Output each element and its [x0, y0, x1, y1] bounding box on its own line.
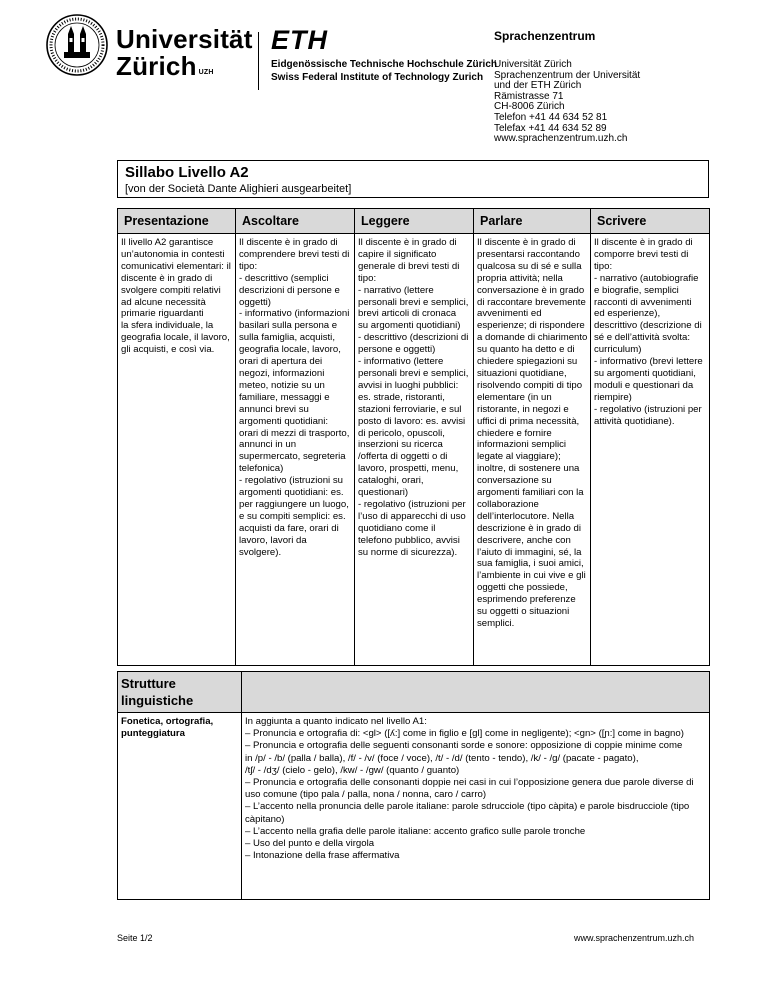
cell-line: a domande di chiarimento: [477, 332, 588, 344]
cell-line: su quanto ha detto e di: [477, 344, 575, 356]
structure-table: [117, 671, 710, 900]
cell-line: lavoro, prospetti, menu,: [358, 463, 459, 475]
cell-line: argomenti familiari con la: [477, 487, 584, 499]
structure-body-row: [118, 713, 710, 900]
cell-line: stazioni ferroviarie, e sul: [358, 403, 462, 415]
cell-presentazione: [118, 234, 236, 666]
cell-line: - informativo (brevi lettere: [594, 356, 703, 368]
cell-ascoltare: [236, 234, 355, 666]
address-block: [494, 60, 640, 145]
footer-url: www.sprachenzentrum.uzh.ch: [574, 933, 695, 943]
cell-line: ed esperienze),: [594, 308, 661, 320]
fonetica-line: – Pronuncia e ortografia delle consonanti doppie nei casi in cui l’opposizione genera due parole diverse di: [245, 777, 694, 789]
cell-line: informazioni semplici: [477, 439, 567, 451]
cell-line: - descrittivo (descrizioni di: [358, 332, 469, 344]
cell-line: un’autonomia in contesti: [121, 248, 225, 260]
cell-leggere: [355, 234, 474, 666]
cell-line: chiedere spiegazioni su: [477, 356, 578, 368]
cell-line: tipo:: [594, 260, 613, 272]
cell-line: inoltre, di sostenere una: [477, 463, 580, 475]
cell-line: cataloghi, orari,: [358, 475, 424, 487]
eth-subtitle-de: Eidgenössische Technische Hochschule Zürich: [271, 59, 497, 70]
cell-line: acquisti da fare, orari di: [239, 522, 339, 534]
fonetica-content: [242, 713, 710, 900]
cell-line: - informativo (informazioni: [239, 308, 350, 320]
cell-line: argomenti quotidiani:: [239, 415, 329, 427]
uzh-seal-icon: [46, 14, 108, 76]
fonetica-line: in /p/ - /b/ (palla / balla), /f/ - /v/ (foce / voce), /t/ - /d/ (tento - tendo), /k/ - /g/ (pacate - pagato),: [245, 752, 639, 764]
skills-table: [117, 208, 710, 666]
cell-line: generale di brevi testi di: [358, 260, 460, 272]
cell-line: comunicativi elementari: il: [121, 260, 231, 272]
cell-line: svolgere).: [239, 546, 282, 558]
fonetica-line: uso comune (tipo pala / palla, nona / nonna, caro / carro): [245, 789, 487, 801]
cell-line: descrizione è in grado di: [477, 522, 581, 534]
cell-line: di pericolo, opuscoli,: [358, 427, 445, 439]
cell-line: conversazione è in grado: [477, 284, 585, 296]
cell-line: orari di mezzi di trasporto,: [239, 427, 350, 439]
cell-line: dell’interlocutore. Nella: [477, 510, 575, 522]
cell-line: - informativo (lettere: [358, 356, 444, 368]
cell-line: curriculum): [594, 344, 642, 356]
fonetica-line: càpitano): [245, 813, 285, 825]
cell-line: chiedere e fornire: [477, 427, 552, 439]
address-line: Sprachenzentrum der Universität: [494, 69, 641, 81]
cell-line: orari di apertura dei: [239, 356, 323, 368]
cell-line: Il discente è in grado di: [239, 237, 338, 248]
cell-line: gli acquisti, e così via.: [121, 344, 215, 356]
fonetica-line: – Pronuncia e ortografia di: <gl> ([ʎ:] come in figlio e [gl] come in negligente); <gn> ([ɲ:] come in bagno): [245, 728, 684, 740]
skills-header-row: [118, 209, 710, 234]
cell-line: familiare, messaggi e: [239, 391, 330, 403]
cell-line: personali brevi e semplici,: [358, 296, 469, 308]
cell-line: brevi articoli di cronaca: [358, 308, 457, 320]
cell-line: basilari sulla persona e: [239, 320, 338, 332]
eth-subtitle: [271, 58, 497, 84]
cell-line: per raggiungere un luogo,: [239, 498, 349, 510]
page-number: Seite 1/2: [117, 933, 153, 943]
cell-line: descrittivo (descrizione di: [594, 320, 702, 332]
cell-line: discente è in grado di: [121, 272, 213, 284]
title-box: [117, 160, 709, 198]
cell-line: inserzioni su ricerca: [358, 439, 443, 451]
cell-line: capire il significato: [358, 248, 437, 260]
cell-line: annunci in un: [239, 439, 297, 451]
fonetica-line: /tʃ/ - /dʒ/ (cielo - gelo), /kw/ - /gw/ (quanto / guanto): [245, 764, 460, 776]
cell-line: tipo:: [358, 272, 377, 284]
cell-line: oggetti): [239, 296, 271, 308]
header-ascoltare: Ascoltare: [236, 209, 355, 234]
cell-line: lavoro, lavori da: [239, 534, 307, 546]
cell-line: descrivere, anche con: [477, 534, 571, 546]
cell-line: sé e dell’attività svolta:: [594, 332, 690, 344]
address-line: CH-8006 Zürich: [494, 101, 565, 113]
address-website: www.sprachenzentrum.uzh.ch: [494, 133, 628, 145]
cell-line: e biografie, semplici: [594, 284, 679, 296]
cell-line: Il livello A2 garantisce: [121, 237, 214, 248]
cell-line: su oggetti o situazioni: [477, 606, 570, 618]
cell-line: situazioni quotidiane,: [477, 367, 567, 379]
uzh-wordmark: [116, 26, 253, 80]
cell-line: di raccontare brevemente: [477, 296, 586, 308]
cell-line: legate al viaggiare);: [477, 451, 561, 463]
cell-line: quotidiano come il: [358, 522, 436, 534]
cell-line: descrizioni di persone e: [239, 284, 340, 296]
cell-line: uffici di prima necessità,: [477, 415, 580, 427]
cell-line: meteo, notizie su un: [239, 379, 325, 391]
cell-line: l’aiuto di immagini, sé, la: [477, 546, 582, 558]
cell-line: oggetti che possiede,: [477, 582, 568, 594]
cell-line: l’ambiente in cui vive e gli: [477, 570, 586, 582]
cell-line: qualcosa su di sé e sulla: [477, 260, 582, 272]
structure-header-row: [118, 672, 710, 713]
fonetica-line: – L’accento nella grafia delle parole italiane: accento grafico sulle parole tronche: [245, 825, 586, 837]
cell-line: moduli e questionari da: [594, 379, 694, 391]
cell-line: esprimendo preferenze: [477, 594, 576, 606]
cell-line: svolgere compiti relativi: [121, 284, 221, 296]
cell-line: /offerta di oggetti o di: [358, 451, 448, 463]
cell-line: presentarsi raccontando: [477, 248, 580, 260]
address-phone: Telefon +41 44 634 52 81: [494, 111, 608, 123]
cell-line: avvenimenti ed: [477, 308, 542, 320]
header-parlare: Parlare: [474, 209, 591, 234]
cell-line: ristorante, in negozi e: [477, 403, 569, 415]
cell-line: su argomenti quotidiani): [358, 320, 461, 332]
cell-line: e su compiti semplici: es.: [239, 510, 346, 522]
cell-line: comporre brevi testi di: [594, 248, 689, 260]
cell-line: negozi, informazioni: [239, 367, 325, 379]
cell-line: l’uso di apparecchi di uso: [358, 510, 466, 522]
cell-line: racconti di avvenimenti: [594, 296, 692, 308]
uzh-line1: Universität: [116, 24, 253, 54]
structure-title: Strutture linguistiche: [121, 676, 194, 708]
cell-line: elementare (in un: [477, 391, 552, 403]
cell-line: Il discente è in grado di: [358, 237, 457, 248]
cell-line: la sfera individuale, la: [121, 320, 214, 332]
eth-logo: ETH: [271, 25, 328, 55]
skills-body-row: [118, 234, 710, 666]
fonetica-line: – Intonazione della frase affermativa: [245, 850, 400, 862]
cell-line: comprendere brevi testi di: [239, 248, 350, 260]
cell-line: - descrittivo (semplici: [239, 272, 329, 284]
cell-line: persone e oggetti): [358, 344, 436, 356]
fonetica-line: In aggiunta a quanto indicato nel livello A1:: [245, 716, 427, 727]
cell-line: riempire): [594, 391, 632, 403]
cell-line: geografia locale, lavoro,: [239, 344, 341, 356]
fonetica-label: Fonetica, ortografia, punteggiatura: [121, 716, 214, 740]
cell-line: sua famiglia, i suoi amici,: [477, 558, 584, 570]
cell-line: - narrativo (lettere: [358, 284, 434, 296]
cell-parlare: [474, 234, 591, 666]
address-fax: Telefax +41 44 634 52 89: [494, 122, 607, 134]
cell-line: - regolativo (istruzioni su: [239, 475, 343, 487]
cell-line: esperienze; di rispondere: [477, 320, 585, 332]
cell-line: avvisi in luoghi pubblici:: [358, 379, 459, 391]
cell-line: Il discente è in grado di: [477, 237, 576, 248]
cell-line: supermercato, segreteria: [239, 451, 346, 463]
cell-line: argomenti quotidiani: es.: [239, 487, 344, 499]
cell-line: su norme di sicurezza).: [358, 546, 458, 558]
cell-line: Il discente è in grado di: [594, 237, 693, 248]
fonetica-line: – Uso del punto e della virgola: [245, 838, 375, 850]
cell-line: telefono pubblico, avvisi: [358, 534, 460, 546]
cell-line: questionari): [358, 487, 409, 499]
cell-line: ad alcune necessità: [121, 296, 206, 308]
cell-line: personali brevi e semplici,: [358, 367, 469, 379]
cell-line: - narrativo (autobiografie: [594, 272, 699, 284]
address-line: Universität Zürich: [494, 59, 572, 70]
fonetica-line: – L’accento nella pronuncia delle parole italiane: parole sdrucciole (tipo càpita) e parole bisdrucciole (tipo: [245, 801, 690, 813]
cell-line: geografia locale, il lavoro,: [121, 332, 230, 344]
cell-line: annunci brevi su: [239, 403, 309, 415]
center-title: Sprachenzentrum: [494, 29, 596, 43]
header-leggere: Leggere: [355, 209, 474, 234]
cell-line: conversazione su: [477, 475, 552, 487]
cell-line: sulla famiglia, acquisti,: [239, 332, 335, 344]
fonetica-line: – Pronuncia e ortografia delle seguenti consonanti sorde e sonore: opposizione di coppie minime come: [245, 740, 683, 752]
cell-line: primarie riguardanti: [121, 308, 204, 320]
cell-line: semplici.: [477, 618, 515, 629]
structure-header-empty: [242, 672, 710, 713]
cell-line: attività quotidiane).: [594, 415, 675, 427]
uzh-line2: Zürich: [116, 51, 197, 81]
header-divider: [258, 32, 259, 90]
cell-line: tipo:: [239, 260, 258, 272]
cell-line: posto di lavoro: es. avvisi: [358, 415, 466, 427]
page-title: Sillabo Livello A2: [125, 164, 249, 181]
cell-line: propria attività; nella: [477, 272, 563, 284]
cell-scrivere: [591, 234, 710, 666]
page-subtitle: [von der Società Dante Alighieri ausgearbeitet]: [125, 183, 352, 195]
cell-line: collaborazione: [477, 498, 539, 510]
address-line: und der ETH Zürich: [494, 80, 582, 92]
header-presentazione: Presentazione: [118, 209, 236, 234]
cell-line: - regolativo (istruzioni per: [358, 498, 466, 510]
cell-line: - regolativo (istruzioni per: [594, 403, 702, 415]
cell-line: risolvendo compiti di tipo: [477, 379, 583, 391]
cell-line: telefonica): [239, 463, 284, 475]
uzh-sup: UZH: [198, 69, 214, 76]
cell-line: es. strade, ristoranti,: [358, 391, 445, 403]
address-line: Rämistrasse 71: [494, 90, 564, 102]
cell-line: su argomenti quotidiani,: [594, 367, 696, 379]
eth-subtitle-en: Swiss Federal Institute of Technology Zurich: [271, 72, 484, 83]
header-scrivere: Scrivere: [591, 209, 710, 234]
